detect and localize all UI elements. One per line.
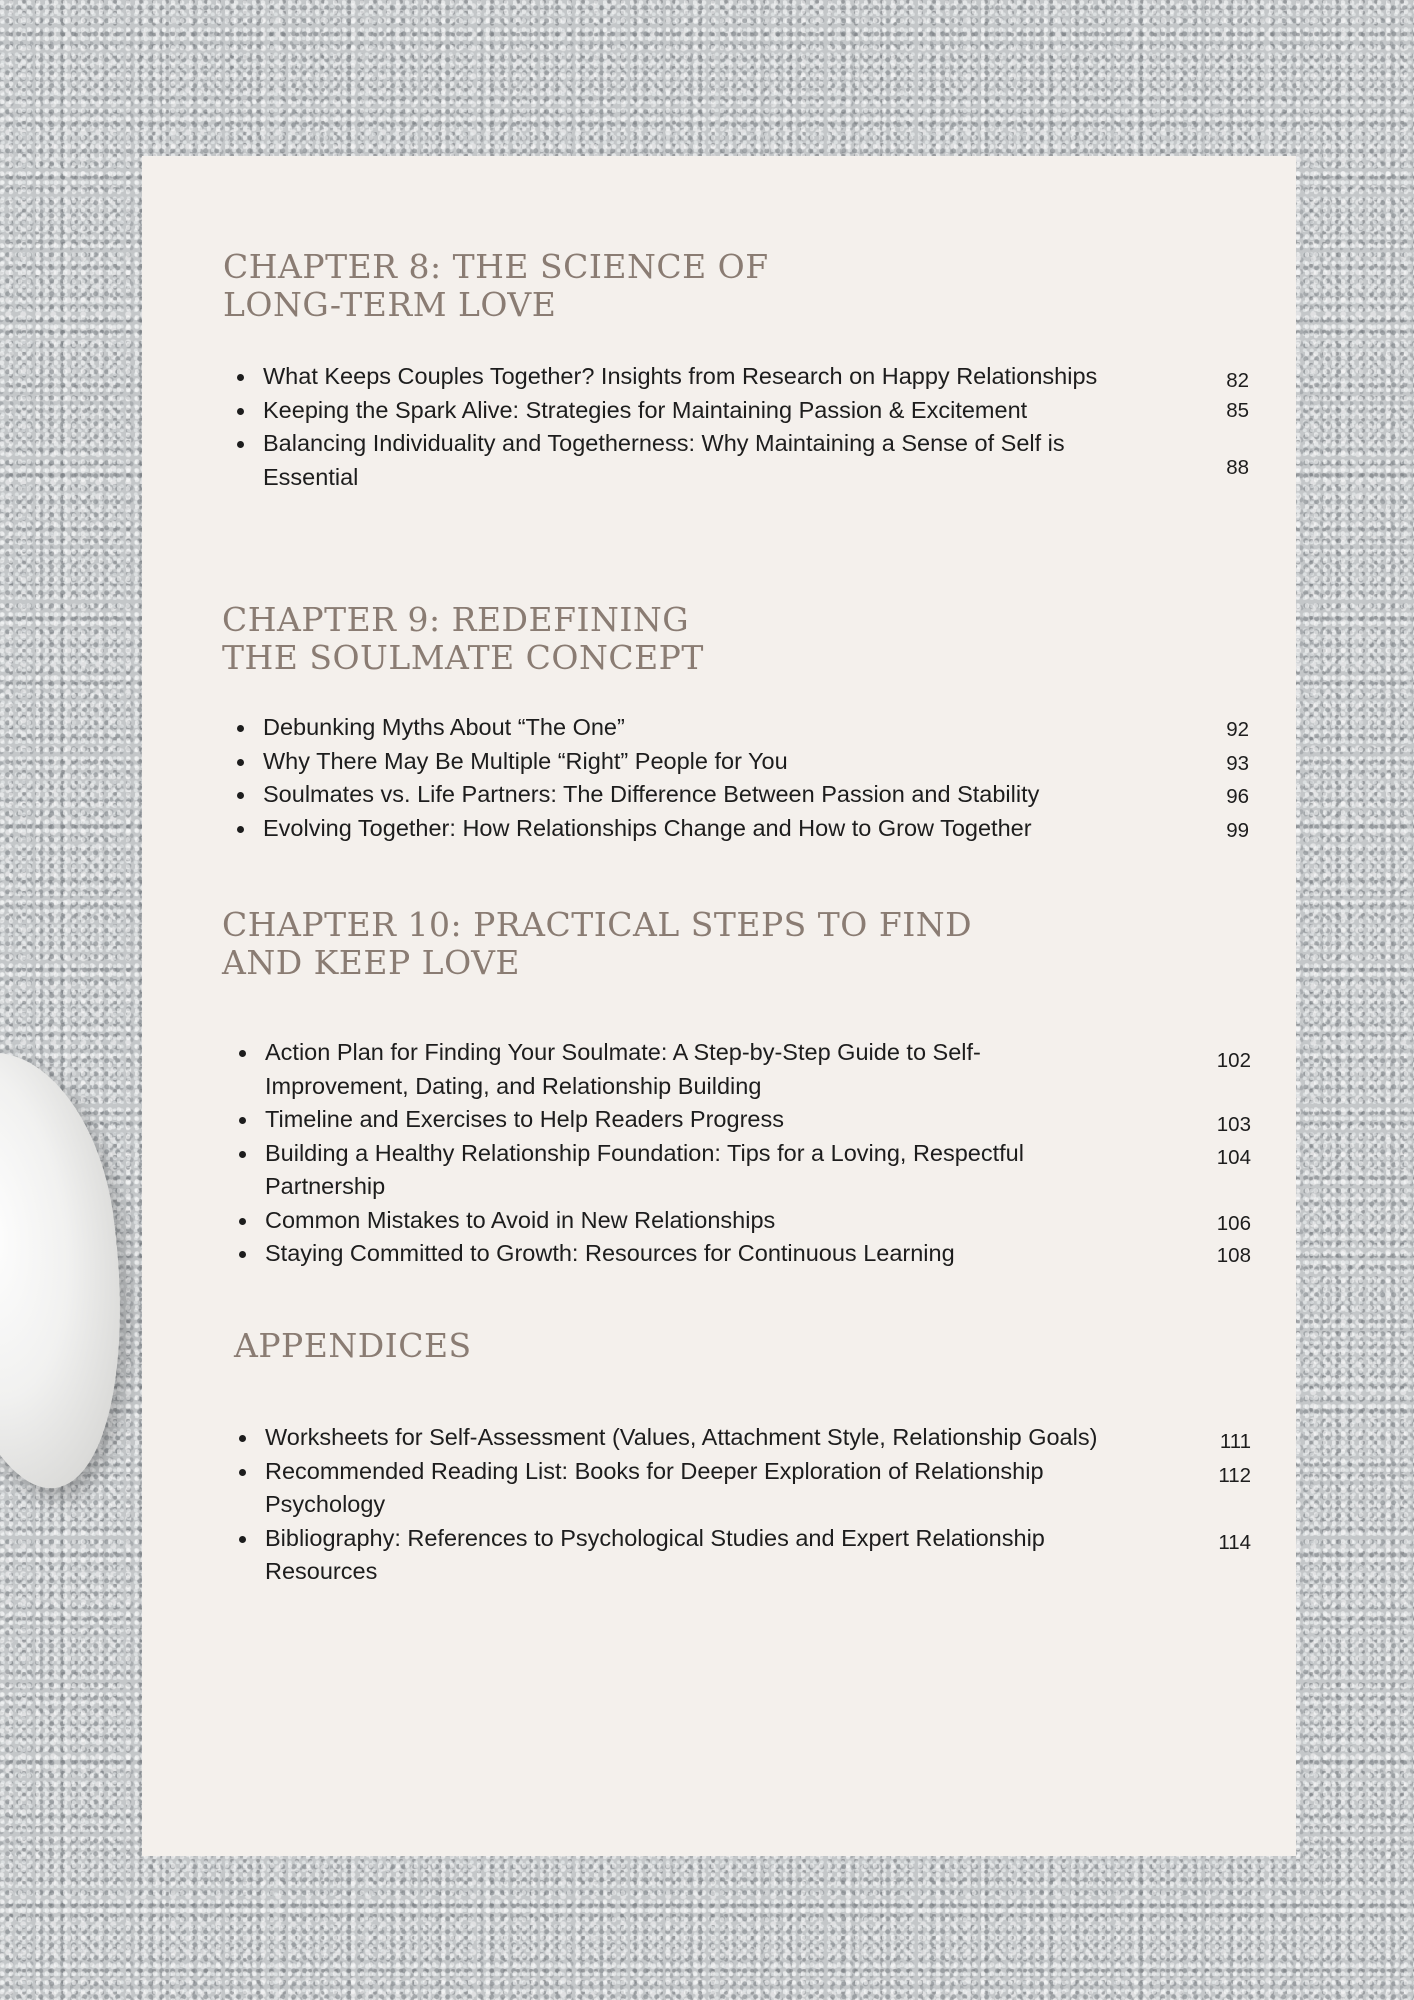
toc-item[interactable] bbox=[225, 1237, 1251, 1271]
toc-item-text: Keeping the Spark Alive: Strategies for Maintaining Passion & Excitement bbox=[263, 396, 1028, 423]
toc-item[interactable] bbox=[225, 1137, 1251, 1204]
toc-item-text: Timeline and Exercises to Help Readers Progress bbox=[265, 1106, 784, 1132]
toc-page-number: 104 bbox=[1216, 1145, 1251, 1169]
toc-item-text: Action Plan for Finding Your Soulmate: A Step-by-Step Guide to Self-Improvement, Dating, and Relationship Building bbox=[265, 1039, 981, 1099]
toc-page-number: 103 bbox=[1216, 1113, 1251, 1136]
toc-item[interactable] bbox=[223, 812, 1249, 846]
toc-item-text: Soulmates vs. Life Partners: The Difference Between Passion and Stability bbox=[263, 781, 1040, 807]
toc-item[interactable] bbox=[225, 1455, 1251, 1522]
toc-page-number: 82 bbox=[1226, 369, 1249, 392]
toc-item-text: Recommended Reading List: Books for Deeper Exploration of Relationship Psychology bbox=[265, 1457, 1044, 1517]
toc-page-number: 112 bbox=[1218, 1463, 1251, 1487]
toc-item[interactable] bbox=[225, 1421, 1251, 1455]
toc-item-text: Debunking Myths About “The One” bbox=[263, 714, 625, 740]
chapter-8-list bbox=[223, 360, 1249, 494]
toc-item-text: Staying Committed to Growth: Resources for Continuous Learning bbox=[265, 1240, 955, 1266]
white-heart-stone-decoration bbox=[0, 1039, 150, 1501]
toc-page-number: 108 bbox=[1216, 1244, 1251, 1267]
toc-item[interactable] bbox=[223, 360, 1249, 394]
toc-page-number: 93 bbox=[1226, 751, 1249, 775]
toc-page-number: 85 bbox=[1226, 398, 1249, 422]
appendices-list bbox=[225, 1421, 1251, 1589]
toc-item-text: Common Mistakes to Avoid in New Relationships bbox=[265, 1206, 776, 1233]
toc-item-text: Evolving Together: How Relationships Change and How to Grow Together bbox=[263, 814, 1032, 841]
toc-item-text: Bibliography: References to Psychological Studies and Expert Relationship Resources bbox=[265, 1524, 1045, 1584]
chapter-9-list bbox=[223, 711, 1249, 845]
toc-page-number: 99 bbox=[1226, 818, 1249, 842]
toc-item[interactable] bbox=[223, 745, 1249, 779]
toc-page-number: 92 bbox=[1226, 718, 1249, 741]
toc-page-number: 114 bbox=[1218, 1530, 1251, 1554]
toc-page-number: 102 bbox=[1216, 1049, 1251, 1072]
toc-item[interactable] bbox=[225, 1103, 1251, 1137]
toc-page-number: 106 bbox=[1216, 1211, 1251, 1235]
toc-item[interactable] bbox=[223, 427, 1249, 494]
toc-page bbox=[142, 156, 1296, 1856]
appendices-title: APPENDICES bbox=[234, 1326, 472, 1365]
toc-item-text: Balancing Individuality and Togetherness: Why Maintaining a Sense of Self is Essential bbox=[263, 430, 1065, 490]
toc-item[interactable] bbox=[223, 711, 1249, 745]
toc-item[interactable] bbox=[225, 1204, 1251, 1238]
chapter-9-title: CHAPTER 9: REDEFINING THE SOULMATE CONCEPT bbox=[222, 600, 704, 677]
toc-item[interactable] bbox=[223, 394, 1249, 428]
toc-item-text: What Keeps Couples Together? Insights from Research on Happy Relationships bbox=[263, 363, 1098, 389]
chapter-10-list bbox=[225, 1036, 1251, 1271]
toc-item-text: Building a Healthy Relationship Foundation: Tips for a Loving, Respectful Partnership bbox=[265, 1139, 1024, 1199]
toc-item-text: Worksheets for Self-Assessment (Values, Attachment Style, Relationship Goals) bbox=[265, 1424, 1098, 1450]
chapter-8-title: CHAPTER 8: THE SCIENCE OF LONG-TERM LOVE bbox=[223, 247, 769, 324]
toc-item[interactable] bbox=[225, 1522, 1251, 1589]
toc-page-number: 111 bbox=[1219, 1430, 1251, 1453]
toc-item[interactable] bbox=[225, 1036, 1251, 1103]
toc-item-text: Why There May Be Multiple “Right” People for You bbox=[263, 747, 788, 774]
toc-page-number: 96 bbox=[1226, 785, 1249, 808]
toc-item[interactable] bbox=[223, 778, 1249, 812]
toc-page-number: 88 bbox=[1226, 456, 1249, 479]
chapter-10-title: CHAPTER 10: PRACTICAL STEPS TO FIND AND KEEP LOVE bbox=[222, 905, 973, 982]
